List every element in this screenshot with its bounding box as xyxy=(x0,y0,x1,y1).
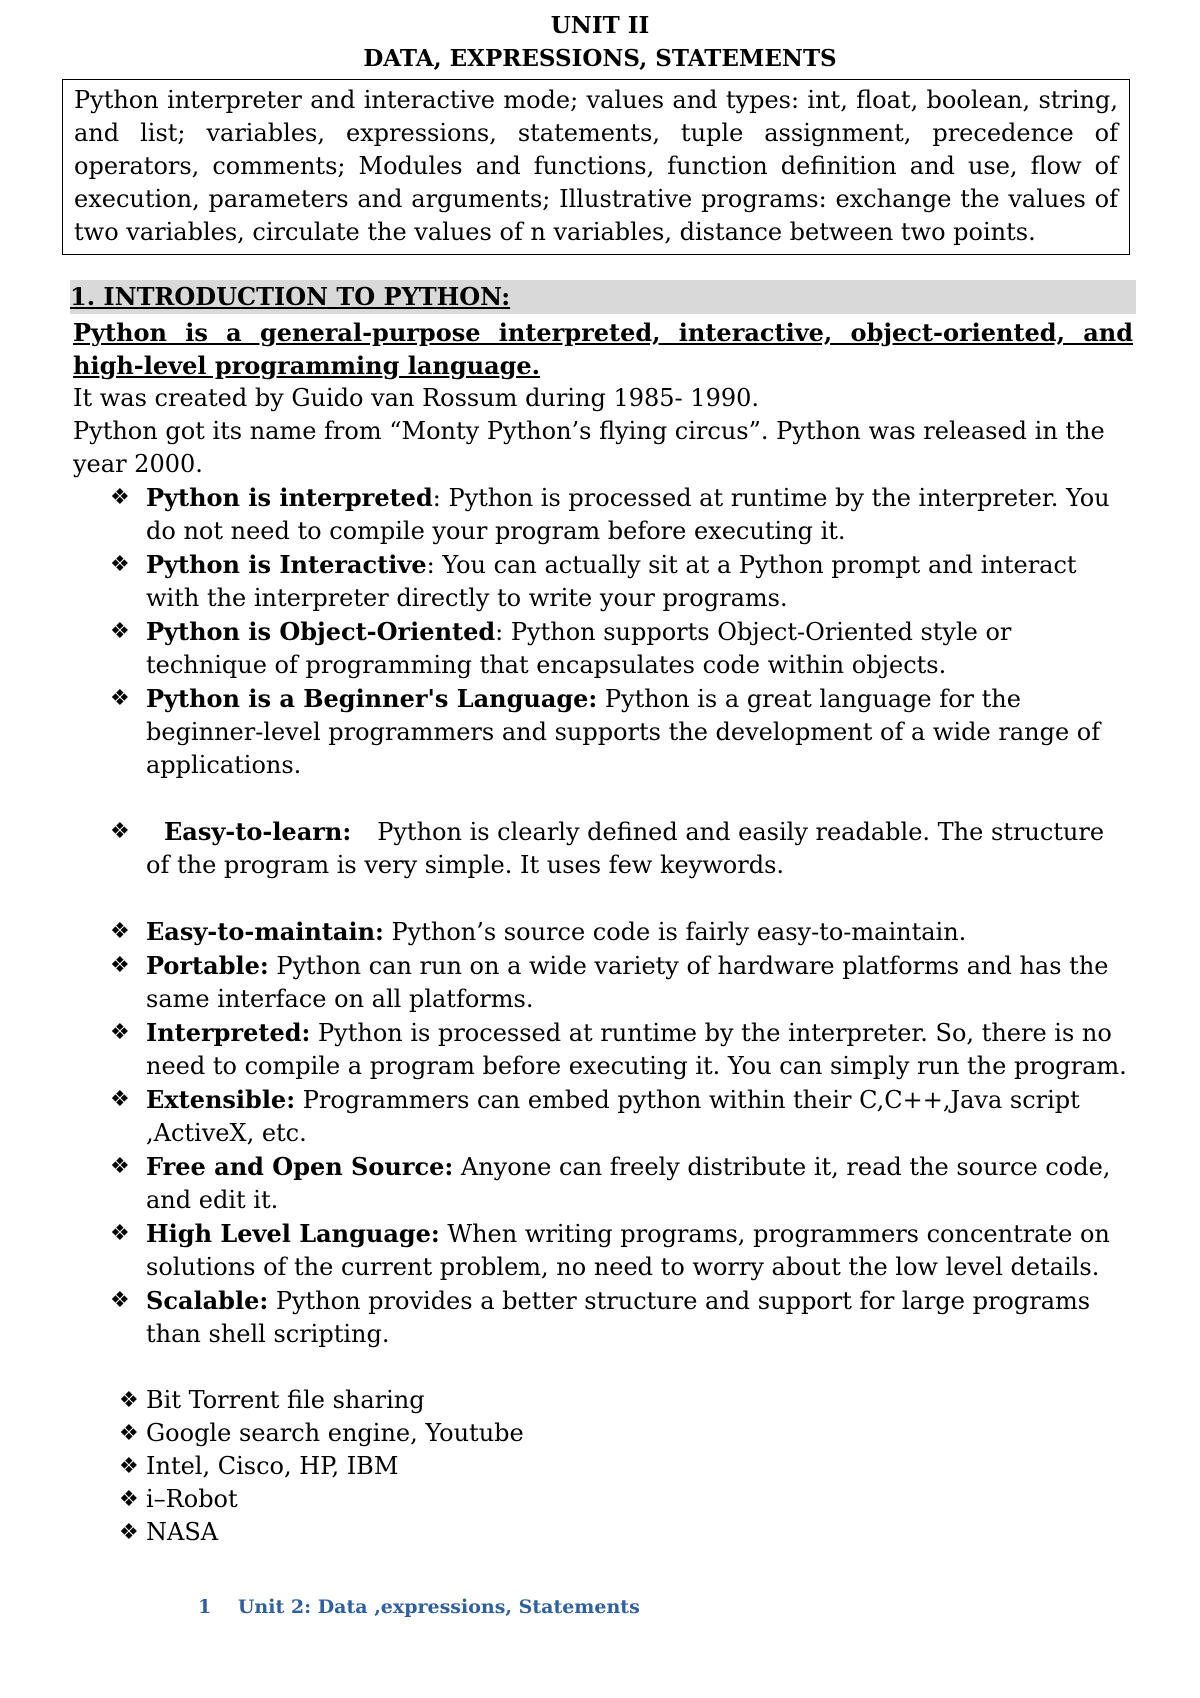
spacer xyxy=(73,782,1133,815)
feature-term: Interpreted: xyxy=(146,1018,311,1047)
feature-term: Python is interpreted xyxy=(146,483,433,512)
list-item: ❖ Google search engine, Youtube xyxy=(73,1417,1133,1450)
diamond-bullet-icon: ❖ xyxy=(110,953,130,978)
feature-desc: Python is processed at runtime by the interpreter. You do not need to compile your program before executing it. xyxy=(146,484,1110,545)
feature-desc: Python is clearly defined and easily readable. The structure of the program is very simple. It uses few keywords. xyxy=(146,818,1105,879)
feature-term: Easy-to-learn: xyxy=(164,817,352,846)
feature-item: ❖ Python is Interactive: You can actually sit at a Python prompt and interact with the interpreter directly to write your programs. xyxy=(110,550,1077,612)
feature-desc: Python can run on a wide variety of hardware platforms and has the same interface on all platforms. xyxy=(146,952,1109,1013)
feature-item xyxy=(73,1217,1133,1284)
page-number: 1 xyxy=(198,1596,212,1618)
feature-desc: Programmers can embed python within their C,C++,Java script ,ActiveX, etc. xyxy=(146,1086,1080,1147)
diamond-bullet-icon: ❖ xyxy=(110,1221,130,1246)
feature-item xyxy=(73,1150,1133,1217)
feature-term: Scalable: xyxy=(146,1286,269,1315)
section-heading: 1. INTRODUCTION TO PYTHON: xyxy=(70,280,1136,314)
feature-term: Python is a Beginner's Language: xyxy=(146,684,598,713)
spacer xyxy=(73,882,1133,915)
page-header xyxy=(0,0,1200,75)
application-list xyxy=(73,1384,1133,1549)
unit-label: UNIT II xyxy=(550,12,650,39)
diamond-bullet-icon: ❖ xyxy=(110,552,130,577)
feature-item xyxy=(73,815,1133,882)
feature-item xyxy=(73,682,1133,782)
page-footer xyxy=(198,1596,640,1618)
diamond-bullet-icon: ❖ xyxy=(110,485,130,510)
spacer xyxy=(73,1351,1133,1384)
feature-desc: Python’s source code is fairly easy-to-maintain. xyxy=(383,918,967,946)
feature-term: Extensible: xyxy=(146,1085,296,1114)
feature-desc: Python is a great language for the beginner-level programmers and supports the development of a wide range of applications. xyxy=(146,685,1101,779)
feature-list-easy xyxy=(73,815,1133,882)
list-item: ❖ NASA xyxy=(73,1516,1133,1549)
footer-text: Unit 2: Data ,expressions, Statements xyxy=(237,1596,640,1618)
list-item: ❖ i–Robot xyxy=(73,1483,1133,1516)
feature-item xyxy=(73,949,1133,1016)
diamond-bullet-icon: ❖ xyxy=(110,1154,130,1179)
list-item: ❖ Intel, Cisco, HP, IBM xyxy=(73,1450,1133,1483)
feature-desc: Python is processed at runtime by the interpreter. So, there is no need to compile a program before executing it. You can simply run the program. xyxy=(146,1019,1127,1080)
feature-desc: Python supports Object-Oriented style or technique of programming that encapsulates code within objects. xyxy=(146,618,1012,679)
feature-item xyxy=(73,1284,1133,1351)
diamond-bullet-icon: ❖ xyxy=(110,686,130,711)
diamond-bullet-icon: ❖ xyxy=(110,1087,130,1112)
feature-item xyxy=(73,1016,1133,1083)
diamond-bullet-icon: ❖ xyxy=(110,919,130,944)
diamond-bullet-icon: ❖ xyxy=(119,1454,139,1479)
name-origin-paragraph: Python got its name from “Monty Python’s flying circus”. Python was released in the year 2000. xyxy=(73,417,1105,478)
feature-list-bottom xyxy=(73,915,1133,1351)
diamond-bullet-icon: ❖ xyxy=(119,1487,139,1512)
diamond-bullet-icon: ❖ xyxy=(110,619,130,644)
feature-desc: You can actually sit at a Python prompt and interact with the interpreter directly to write your programs. xyxy=(146,551,1077,612)
feature-term: Python is Interactive xyxy=(146,550,427,579)
diamond-bullet-icon: ❖ xyxy=(119,1520,139,1545)
unit-title: DATA, EXPRESSIONS, STATEMENTS xyxy=(363,45,837,72)
section-body xyxy=(73,316,1133,1549)
feature-term: High Level Language: xyxy=(146,1219,440,1248)
feature-desc: Python provides a better structure and support for large programs than shell scripting. xyxy=(146,1287,1091,1348)
feature-item: ❖ Python is Object-Oriented: Python supports Object-Oriented style or technique of programming that encapsulates code within objects. xyxy=(110,617,1012,679)
feature-desc: When writing programs, programmers concentrate on solutions of the current problem, no need to worry about the low level details. xyxy=(146,1220,1110,1281)
diamond-bullet-icon: ❖ xyxy=(119,1388,139,1413)
list-item: ❖ Bit Torrent file sharing xyxy=(73,1384,1133,1417)
feature-term: Easy-to-maintain: xyxy=(146,917,384,946)
syllabus-box: Python interpreter and interactive mode; values and types: int, float, boolean, string, and list; variables, expressions, statements, tuple assignment, precedence of operators, comments; Modules and functions, function definition and use, flow of execution, parameters and arguments; Illustrative programs: exchange the values of two variables, circulate the values of n variables, distance between two points. xyxy=(62,79,1130,255)
diamond-bullet-icon: ❖ xyxy=(110,1288,130,1313)
feature-term: Python is Object-Oriented xyxy=(146,617,496,646)
diamond-bullet-icon: ❖ xyxy=(110,1020,130,1045)
feature-list-top xyxy=(73,481,1133,782)
python-definition: Python is a general-purpose interpreted, interactive, object-oriented, and high-level programming language. xyxy=(73,318,1133,380)
feature-item xyxy=(73,1083,1133,1150)
feature-term: Free and Open Source: xyxy=(146,1152,454,1181)
creator-paragraph: It was created by Guido van Rossum during 1985- 1990. xyxy=(73,384,760,412)
feature-item xyxy=(73,915,1133,949)
feature-term: Portable: xyxy=(146,951,269,980)
feature-desc: Anyone can freely distribute it, read the source code, and edit it. xyxy=(146,1153,1111,1214)
diamond-bullet-icon: ❖ xyxy=(119,1421,139,1446)
feature-item: ❖ Python is interpreted: Python is processed at runtime by the interpreter. You do not need to compile your program before executing it. xyxy=(110,483,1110,545)
diamond-bullet-icon: ❖ xyxy=(110,819,130,844)
